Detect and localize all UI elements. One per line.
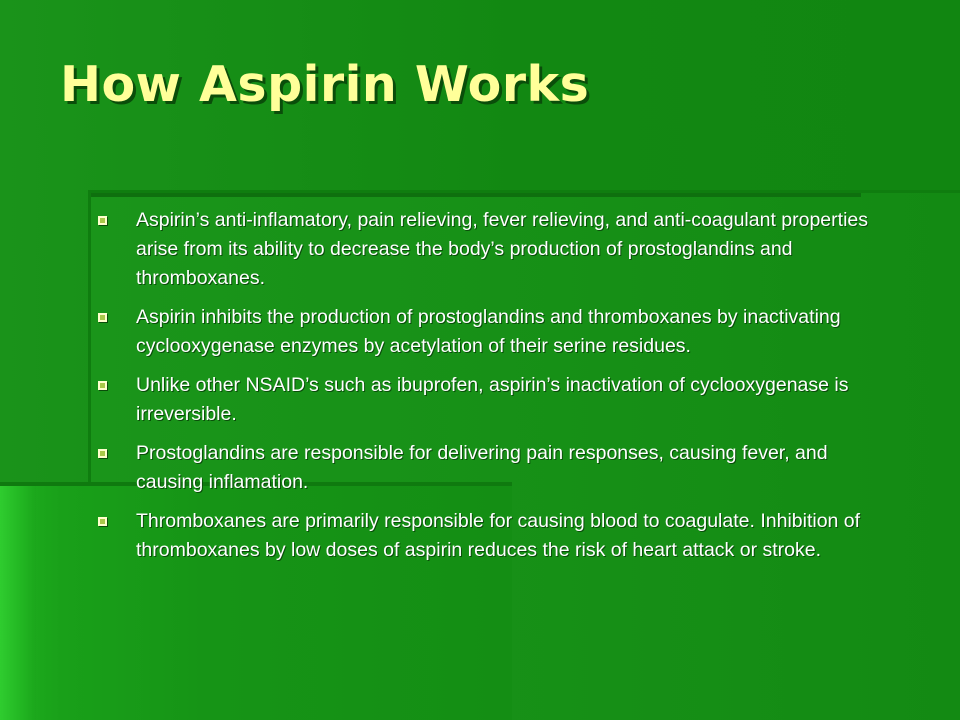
square-bullet-icon xyxy=(98,517,107,526)
bullet-item xyxy=(98,439,888,497)
square-bullet-icon xyxy=(98,381,107,390)
bullet-text: Aspirin inhibits the production of prostoglandins and thromboxanes by inactivating cyclooxygenase enzymes by acetylation of their serine residues. xyxy=(136,306,841,357)
square-bullet-icon xyxy=(98,449,107,458)
bullet-text: Aspirin’s anti-inflamatory, pain relieving, fever relieving, and anti-coagulant properties arise from its ability to decrease the body’s production of prostoglandins and thromboxanes. xyxy=(136,209,868,289)
square-bullet-icon xyxy=(98,313,107,322)
slide-title: How Aspirin Works xyxy=(60,56,590,113)
bullet-item xyxy=(98,507,888,565)
bullet-item xyxy=(98,371,888,429)
bullet-item xyxy=(98,206,888,293)
bullet-text: Thromboxanes are primarily responsible for causing blood to coagulate. Inhibition of thromboxanes by low doses of aspirin reduces the risk of heart attack or stroke. xyxy=(136,510,861,561)
decorative-strip-left xyxy=(0,486,36,720)
square-bullet-icon xyxy=(98,216,107,225)
bullet-list xyxy=(98,206,888,575)
bullet-text: Unlike other NSAID’s such as ibuprofen, aspirin’s inactivation of cyclooxygenase is irreversible. xyxy=(136,374,849,425)
bullet-text: Prostoglandins are responsible for delivering pain responses, causing fever, and causing inflamation. xyxy=(136,442,828,493)
bullet-item xyxy=(98,303,888,361)
